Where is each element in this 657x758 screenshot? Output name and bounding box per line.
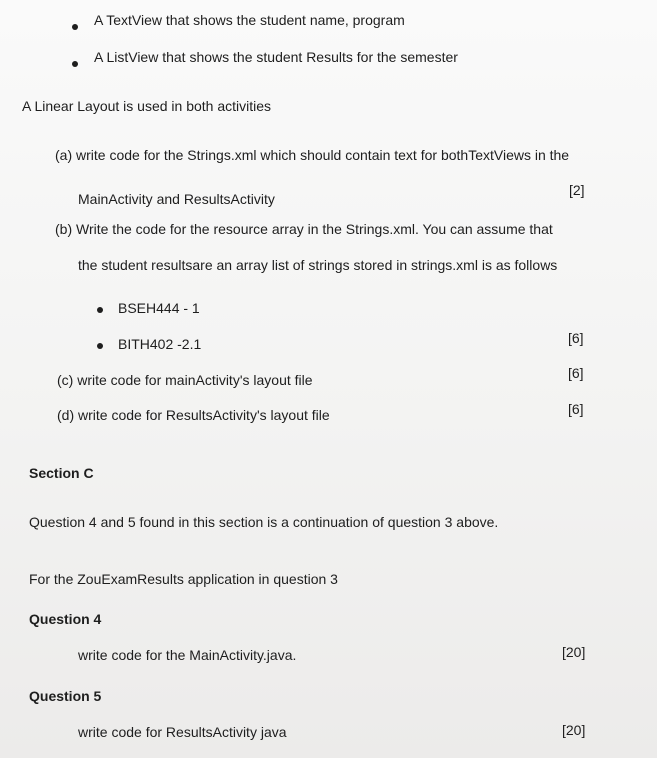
question-5-heading: Question 5 [29,688,102,704]
intro-bullet-1: A TextView that shows the student name, program [94,12,405,28]
section-c-heading: Section C [29,465,94,481]
part-c-marks: [6] [568,365,584,381]
section-c-context: For the ZouExamResults application in question 3 [29,571,338,587]
question-4-text: write code for the MainActivity.java. [78,647,297,663]
part-c-text: (c) write code for mainActivity's layout file [57,372,313,388]
part-b-line-2: the student resultsare an array list of strings stored in strings.xml is as follows [78,257,558,273]
part-b-item-1: BSEH444 - 1 [118,300,200,316]
part-b-marks: [6] [568,330,584,346]
part-b-item-2: BITH402 -2.1 [118,336,202,352]
bullet-dot-icon [97,307,103,313]
question-5-text: write code for ResultsActivity java [78,724,287,740]
part-a-line-1: (a) write code for the Strings.xml which should contain text for bothTextViews in the [55,147,570,163]
bullet-dot-icon [72,24,78,30]
question-5-marks: [20] [562,722,586,738]
question-4-marks: [20] [562,644,586,660]
bullet-dot-icon [97,343,103,349]
bullet-dot-icon [72,61,78,67]
question-4-heading: Question 4 [29,611,102,627]
part-a-line-2: MainActivity and ResultsActivity [78,191,275,207]
section-c-intro: Question 4 and 5 found in this section is a continuation of question 3 above. [29,514,499,530]
part-d-text: (d) write code for ResultsActivity's layout file [57,407,330,423]
part-b-line-1: (b) Write the code for the resource array in the Strings.xml. You can assume that [55,221,553,237]
part-d-marks: [6] [568,401,584,417]
layout-note: A Linear Layout is used in both activities [22,98,272,114]
intro-bullet-2: A ListView that shows the student Results for the semester [94,49,458,65]
part-a-marks: [2] [569,182,585,198]
